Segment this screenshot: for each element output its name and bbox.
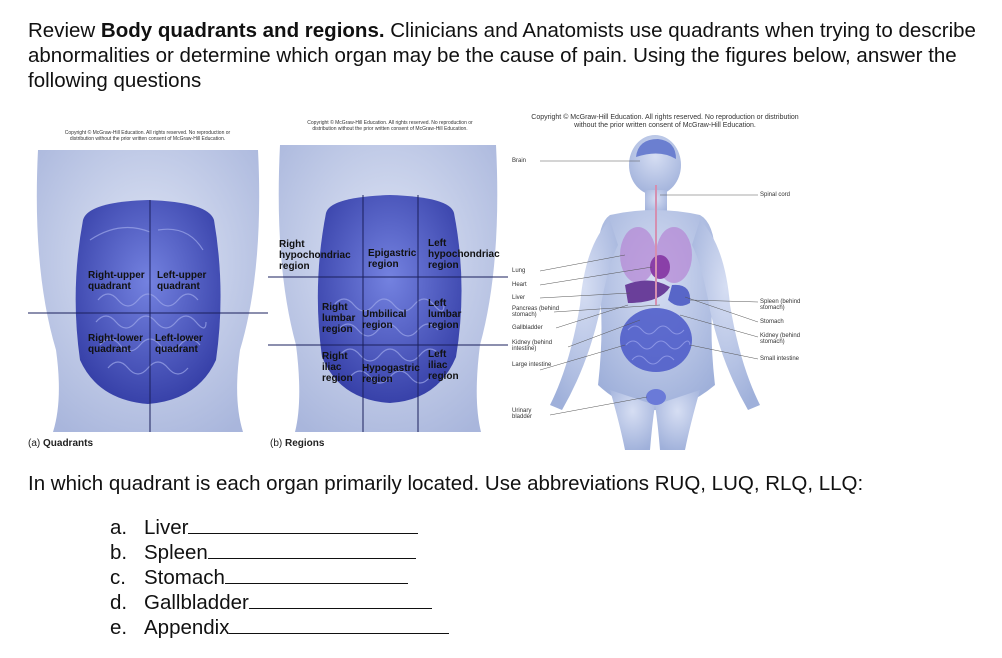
answer-blank-gallbladder[interactable]: [249, 590, 432, 609]
organ-label-large-intestine: Large intestine: [512, 362, 552, 368]
label-ruq: Right-upper quadrant: [88, 270, 145, 292]
answer-blank-liver[interactable]: [188, 515, 418, 534]
label-left-hypochondriac: Left hypochondriac region: [428, 238, 500, 271]
list-item: [110, 590, 449, 615]
item-letter: d.: [110, 591, 128, 614]
organ-label-gallbladder: Gallbladder: [512, 325, 543, 331]
item-label: Gallbladder: [144, 591, 249, 614]
label-left-lumbar: Left lumbar region: [428, 298, 462, 331]
label-right-lumbar: Right lumbar region: [322, 302, 356, 335]
label-right-iliac: Right iliac region: [322, 351, 353, 384]
item-letter: b.: [110, 541, 128, 564]
organ-label-urinary-bladder: Urinary bladder: [512, 408, 533, 420]
organ-label-small-intestine: Small intestine: [760, 356, 800, 362]
label-umbilical: Umbilical region: [362, 309, 407, 331]
organ-label-spleen: Spleen (behind stomach): [760, 299, 801, 311]
label-luq: Left-upper quadrant: [157, 270, 207, 292]
answer-list: [110, 515, 449, 640]
item-letter: e.: [110, 616, 128, 639]
organs-figure: [510, 135, 830, 450]
regions-figure: [268, 145, 508, 432]
item-label: Liver: [144, 516, 189, 539]
organ-label-liver: Liver: [512, 295, 526, 301]
question-text: In which quadrant is each organ primarily located. Use abbreviations RUQ, LUQ, RLQ, LLQ:: [28, 472, 864, 495]
organ-label-spinal-cord: Spinal cord: [760, 192, 791, 198]
item-label: Spleen: [144, 541, 208, 564]
caption-quadrants-title: Quadrants: [43, 438, 94, 449]
caption-regions: [270, 438, 324, 449]
list-item: [110, 615, 449, 640]
list-item: [110, 565, 449, 590]
caption-regions-title: Regions: [285, 438, 325, 449]
list-item: [110, 515, 449, 540]
label-left-iliac: Left iliac region: [428, 349, 459, 382]
item-label: Stomach: [144, 566, 225, 589]
caption-quadrants-letter: (a): [28, 438, 43, 449]
intro-bold-title: Body quadrants and regions.: [100, 19, 385, 42]
organ-label-pancreas: Pancreas (behind stomach): [512, 306, 560, 318]
intro-prefix: Review: [28, 19, 101, 42]
answer-blank-appendix[interactable]: [229, 615, 449, 634]
organs-copyright: Copyright © McGraw-Hill Education. All rights reserved. No reproduction or distribution without the prior written consent of McGraw-Hill Education.: [531, 114, 799, 129]
item-letter: c.: [110, 566, 126, 589]
organ-label-heart: Heart: [512, 282, 527, 288]
item-label: Appendix: [144, 616, 230, 639]
organ-label-kidney-right: Kidney (behind stomach): [760, 333, 801, 345]
organ-label-brain: Brain: [512, 158, 527, 164]
answer-blank-stomach[interactable]: [225, 565, 408, 584]
quadrants-copyright: Copyright © McGraw-Hill Education. All rights reserved. No reproduction or distribution without the prior written consent of McGraw-Hill Education.: [64, 130, 231, 142]
label-rlq: Right-lower quadrant: [88, 333, 143, 355]
answer-blank-spleen[interactable]: [208, 540, 416, 559]
organ-label-kidney-left: Kidney (behind intestine): [512, 340, 553, 352]
organ-label-lung: Lung: [512, 268, 526, 274]
organ-label-stomach: Stomach: [760, 319, 784, 325]
list-item: [110, 540, 449, 565]
caption-regions-letter: (b): [270, 438, 285, 449]
label-right-hypochondriac: Right hypochondriac region: [279, 239, 351, 272]
label-llq: Left-lower quadrant: [155, 333, 203, 355]
label-epigastric: Epigastric region: [368, 248, 417, 270]
label-hypogastric: Hypogastric region: [362, 363, 420, 385]
regions-copyright: Copyright © McGraw-Hill Education. All rights reserved. No reproduction or distribution without the prior written consent of McGraw-Hill Education.: [307, 120, 473, 132]
caption-quadrants: [28, 438, 93, 449]
intro-paragraph: [28, 18, 978, 93]
intro-rest: Clinicians and Anatomists use quadrants when trying to describe abnormalities or determine which organ may be the cause of pain. Using the figures below, answer the following questions: [28, 19, 976, 92]
item-letter: a.: [110, 516, 128, 539]
